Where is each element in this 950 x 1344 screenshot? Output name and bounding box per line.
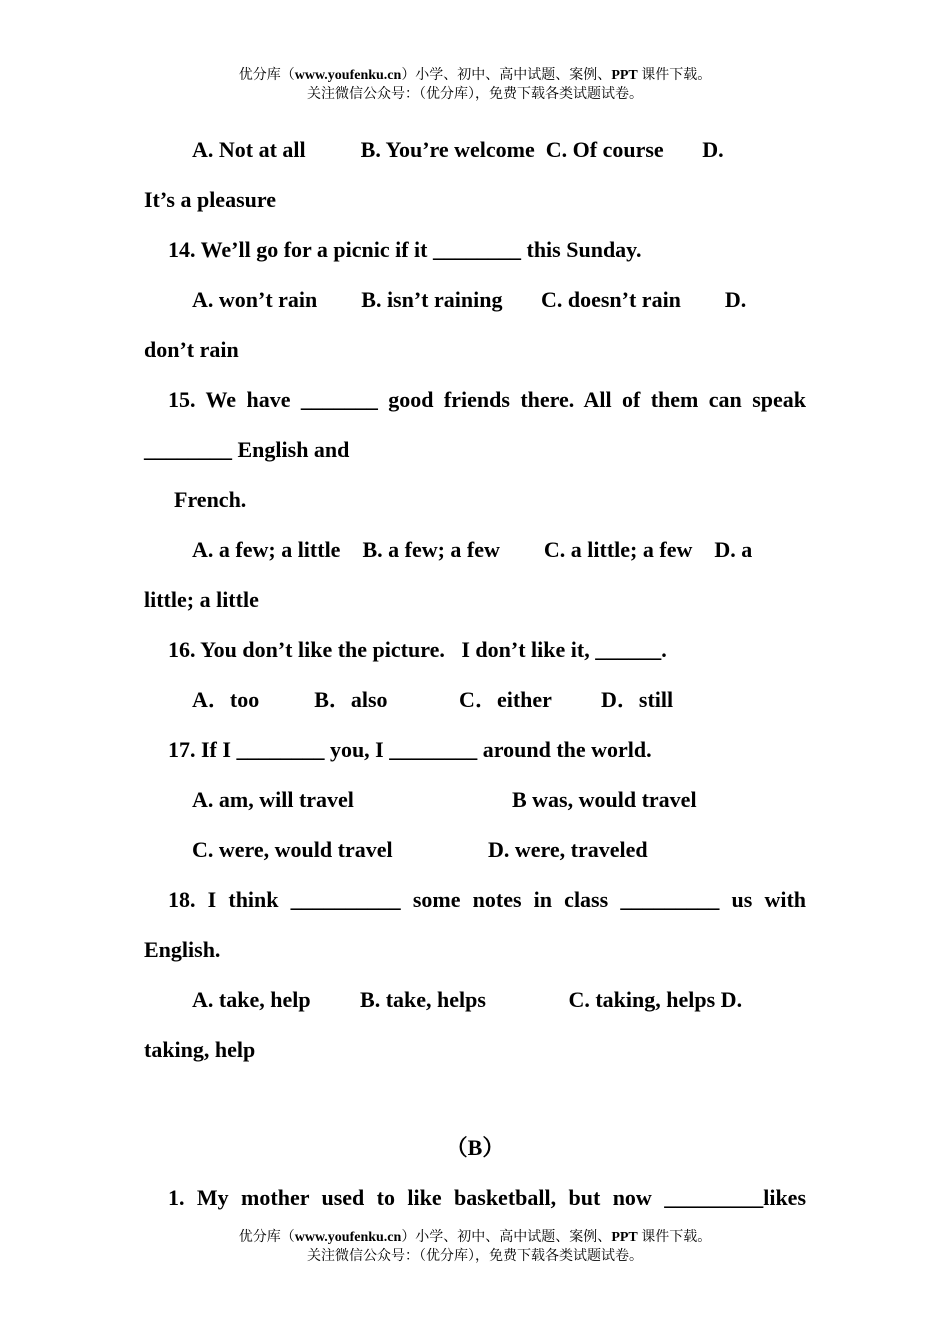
header-ppt: PPT: [611, 68, 638, 83]
section-b-question-1: 1. My mother used to like basketball, but now _________likes: [168, 1185, 806, 1210]
question-18-options-line: A. take, help B. take, helps C. taking, helps D.: [192, 987, 743, 1012]
question-16-options: A．too B．also C．either D．still: [192, 687, 674, 712]
page-footer: [0, 1228, 950, 1266]
question-17-option-a: A. am, will travel: [192, 787, 354, 812]
question-15-options-line: A. a few; a little B. a few; a few C. a little; a few D. a: [192, 537, 753, 562]
question-15-cont-2: French.: [174, 487, 247, 512]
question-18-options-cont: taking, help: [144, 1037, 256, 1062]
header-desc-post: 课件下载。: [637, 68, 712, 83]
question-15-cont: ________ English and: [144, 437, 350, 462]
footer-url: www.youfenku.cn: [294, 1230, 402, 1245]
header-line-1: [0, 66, 950, 85]
question-17-option-c: C. were, would travel: [192, 837, 393, 862]
header-site-name: 优分库（: [238, 68, 295, 83]
section-heading: （B）: [445, 1135, 505, 1160]
footer-ppt: PPT: [611, 1230, 638, 1245]
question-16: 16. You don’t like the picture. I don’t like it, ______.: [168, 637, 667, 662]
footer-site-name: 优分库（: [238, 1230, 295, 1245]
question-17: 17. If I ________ you, I ________ around the world.: [168, 737, 652, 762]
question-17-option-d: D. were, traveled: [488, 837, 648, 862]
question-14: 14. We’ll go for a picnic if it ________ this Sunday.: [168, 237, 642, 262]
question-18-cont: English.: [144, 937, 221, 962]
question-13-options-cont: It’s a pleasure: [144, 187, 276, 212]
question-15-options-cont: little; a little: [144, 587, 259, 612]
question-18: 18. I think __________ some notes in class _________ us with: [168, 887, 806, 912]
footer-desc-post: 课件下载。: [637, 1230, 712, 1245]
question-17-option-b: B was, would travel: [512, 787, 697, 812]
page-header: [0, 66, 950, 104]
footer-desc: ）小学、初中、高中试题、案例、: [401, 1230, 612, 1245]
header-line-2: 关注微信公众号：（优分库），免费下载各类试题试卷。: [307, 87, 643, 102]
header-desc: ）小学、初中、高中试题、案例、: [401, 68, 612, 83]
question-13-options-line: A. Not at all B. You’re welcome C. Of course D.: [192, 137, 724, 162]
header-url: www.youfenku.cn: [294, 68, 402, 83]
question-14-options-line: A. won’t rain B. isn’t raining C. doesn’t rain D.: [192, 287, 747, 312]
question-15: 15. We have _______ good friends there. All of them can speak: [168, 387, 806, 412]
footer-line-1: [0, 1228, 950, 1247]
footer-line-2: 关注微信公众号：（优分库），免费下载各类试题试卷。: [307, 1249, 643, 1264]
question-14-options-cont: don’t rain: [144, 337, 239, 362]
